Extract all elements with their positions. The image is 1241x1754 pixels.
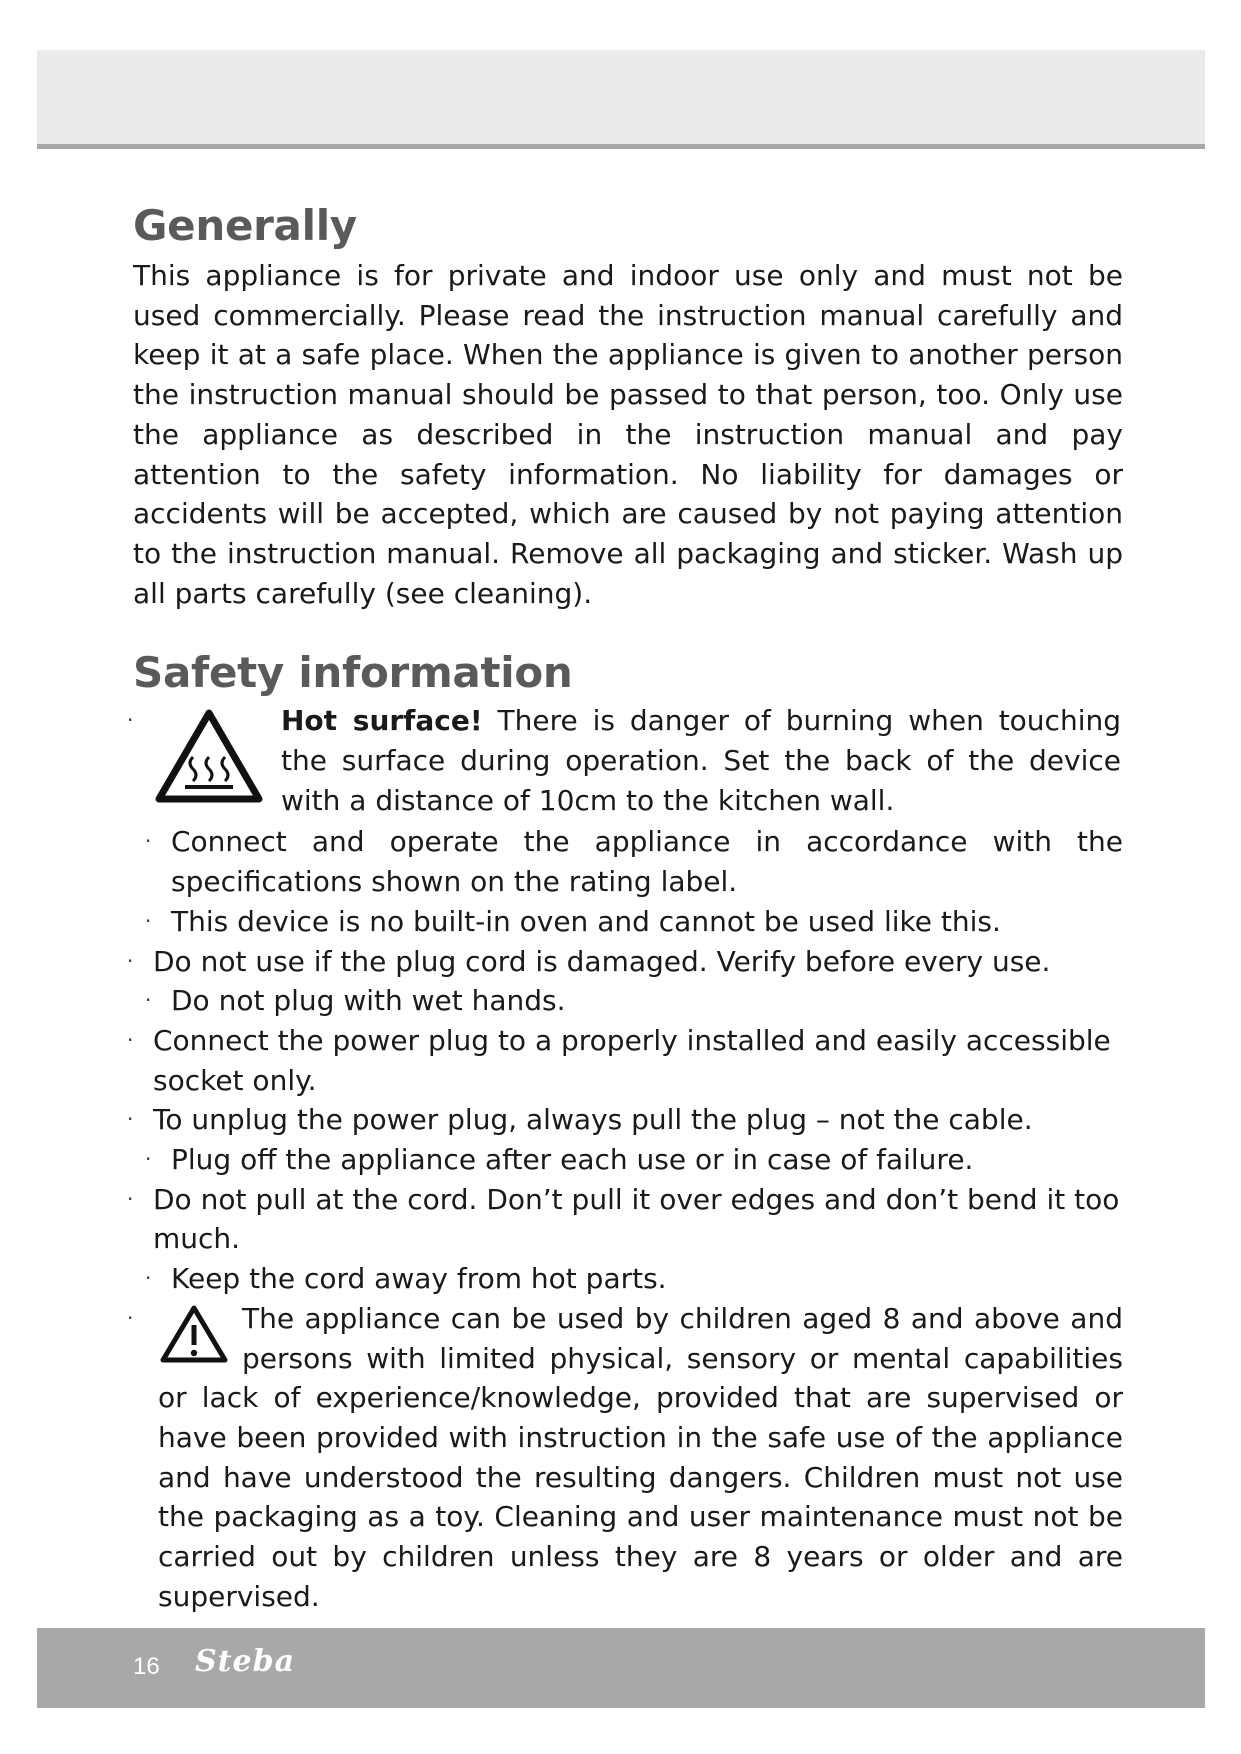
page-number: 16 — [133, 1653, 160, 1680]
section-title-generally: Generally — [133, 201, 357, 250]
list-item: · Do not plug with wet hands. — [145, 984, 566, 1018]
page-content — [127, 200, 1123, 1617]
list-item: · To unplug the power plug, always pull the plug – not the cable. — [127, 1103, 1033, 1137]
list-item: · Connect the power plug to a properly installed and easily accessible socket only. — [127, 1023, 1111, 1097]
generally-paragraph: This appliance is for private and indoor use only and must not be used commercially. Please read the instruction manual carefully and keep it at a safe place. When the appliance is given to another person the instruction manual should be passed to that person, too. Only use the appliance as described in the instruction manual and pay attention to the safety information. No liability for damages or accidents will be accepted, which are caused by not paying attention to the instruction manual. Remove all packaging and sticker. Wash up all parts carefully (see cleaning). — [133, 259, 1123, 610]
brand-logo: Steba — [195, 1644, 296, 1679]
header-band — [37, 50, 1205, 149]
hot-surface-text — [265, 701, 1121, 820]
list-item-children-warning: · The appliance can be used by children aged 8 and above and persons with limited physical, sensory or mental capabilities or lack of experience/knowledge, provided that are supervised or have been provided with instruction in the safe use of the appliance and have understood the resulting dangers. Children must not use the packaging as a toy. Cleaning and user maintenance must not be carried out by children unless they are 8 years or older and are supervised. — [127, 1301, 1123, 1613]
hot-surface-warning-icon — [153, 707, 265, 805]
list-item: · Do not pull at the cord. Don’t pull it over edges and don’t bend it too much. — [127, 1182, 1120, 1256]
hot-surface-description: There is danger of burning when touching the surface during operation. Set the back of the device with a distance of 10cm to the kitchen wall. — [281, 704, 1121, 817]
list-item-hot-surface: · Hot surface! There is danger of burning when touching the surface during operation. Set the back of the device with a distance of 10cm to the kitchen wall. — [133, 701, 1123, 820]
safety-list — [127, 701, 1123, 1616]
exclamation-warning-icon — [158, 1303, 230, 1365]
section-title-safety: Safety information — [133, 648, 573, 698]
list-item: · Do not use if the plug cord is damaged. Verify before every use. — [127, 944, 1051, 978]
list-item: · Connect and operate the appliance in accordance with the specifications shown on the rating label. — [145, 825, 1123, 899]
footer-band — [37, 1628, 1205, 1708]
list-item: · Plug off the appliance after each use or in case of failure. — [145, 1143, 974, 1177]
hot-surface-label: Hot surface! — [281, 704, 483, 738]
list-item: · Keep the cord away from hot parts. — [145, 1262, 667, 1296]
list-item: · This device is no built-in oven and cannot be used like this. — [145, 904, 1001, 938]
